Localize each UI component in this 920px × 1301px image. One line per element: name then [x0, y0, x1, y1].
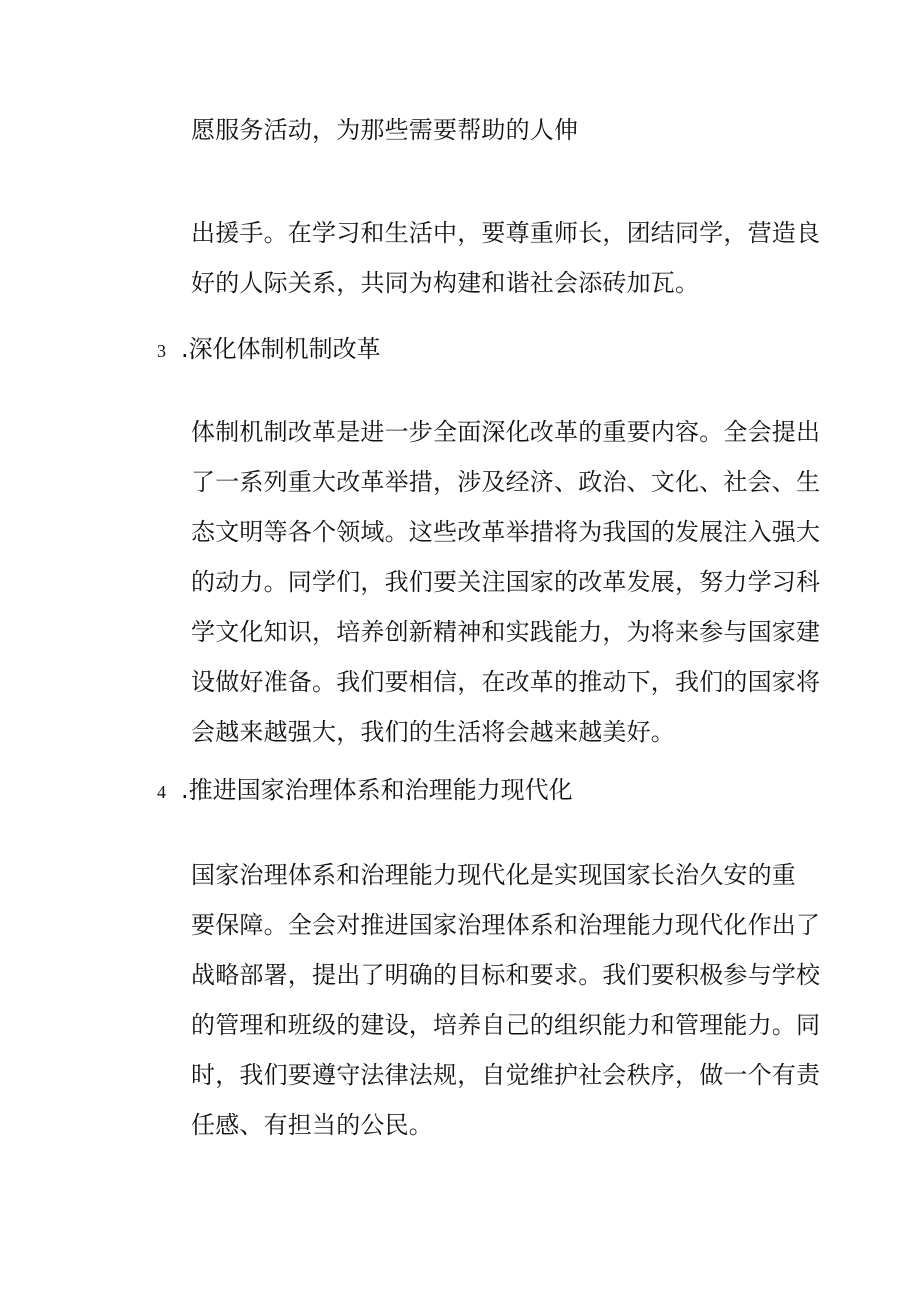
paragraph-line: 时，我们要遵守法律法规，自觉维护社会秩序，做一个有责	[191, 1061, 821, 1089]
paragraph-line: 的动力。同学们，我们要关注国家的改革发展，努力学习科	[191, 568, 821, 596]
paragraph-line: 设做好准备。我们要相信，在改革的推动下，我们的国家将	[191, 668, 821, 696]
section-title: .推进国家治理体系和治理能力现代化	[181, 776, 573, 804]
section-number: 3	[157, 341, 166, 361]
section-number: 4	[157, 782, 166, 802]
section-heading-3	[157, 334, 381, 366]
paragraph-line: 战略部署，提出了明确的目标和要求。我们要积极参与学校	[191, 961, 821, 989]
paragraph-line: 的管理和班级的建设，培养自己的组织能力和管理能力。同	[191, 1011, 821, 1039]
paragraph-line: 任感、有担当的公民。	[191, 1111, 433, 1139]
paragraph-line: 了一系列重大改革举措，涉及经济、政治、文化、社会、生	[191, 468, 821, 496]
paragraph-line: 出援手。在学习和生活中，要尊重师长，团结同学，营造良	[191, 219, 821, 247]
paragraph-line: 愿服务活动，为那些需要帮助的人伸	[191, 116, 579, 144]
paragraph-line: 学文化知识，培养创新精神和实践能力，为将来参与国家建	[191, 618, 821, 646]
paragraph-line: 好的人际关系，共同为构建和谐社会添砖加瓦。	[191, 269, 700, 297]
paragraph-line: 国家治理体系和治理能力现代化是实现国家长治久安的重	[191, 861, 796, 889]
section-title: .深化体制机制改革	[181, 335, 381, 363]
paragraph-line: 要保障。全会对推进国家治理体系和治理能力现代化作出了	[191, 911, 821, 939]
paragraph-line: 态文明等各个领域。这些改革举措将为我国的发展注入强大	[191, 518, 821, 546]
paragraph-line: 会越来越强大，我们的生活将会越来越美好。	[191, 718, 675, 746]
section-heading-4	[157, 775, 573, 807]
paragraph-line: 体制机制改革是进一步全面深化改革的重要内容。全会提出	[191, 418, 821, 446]
